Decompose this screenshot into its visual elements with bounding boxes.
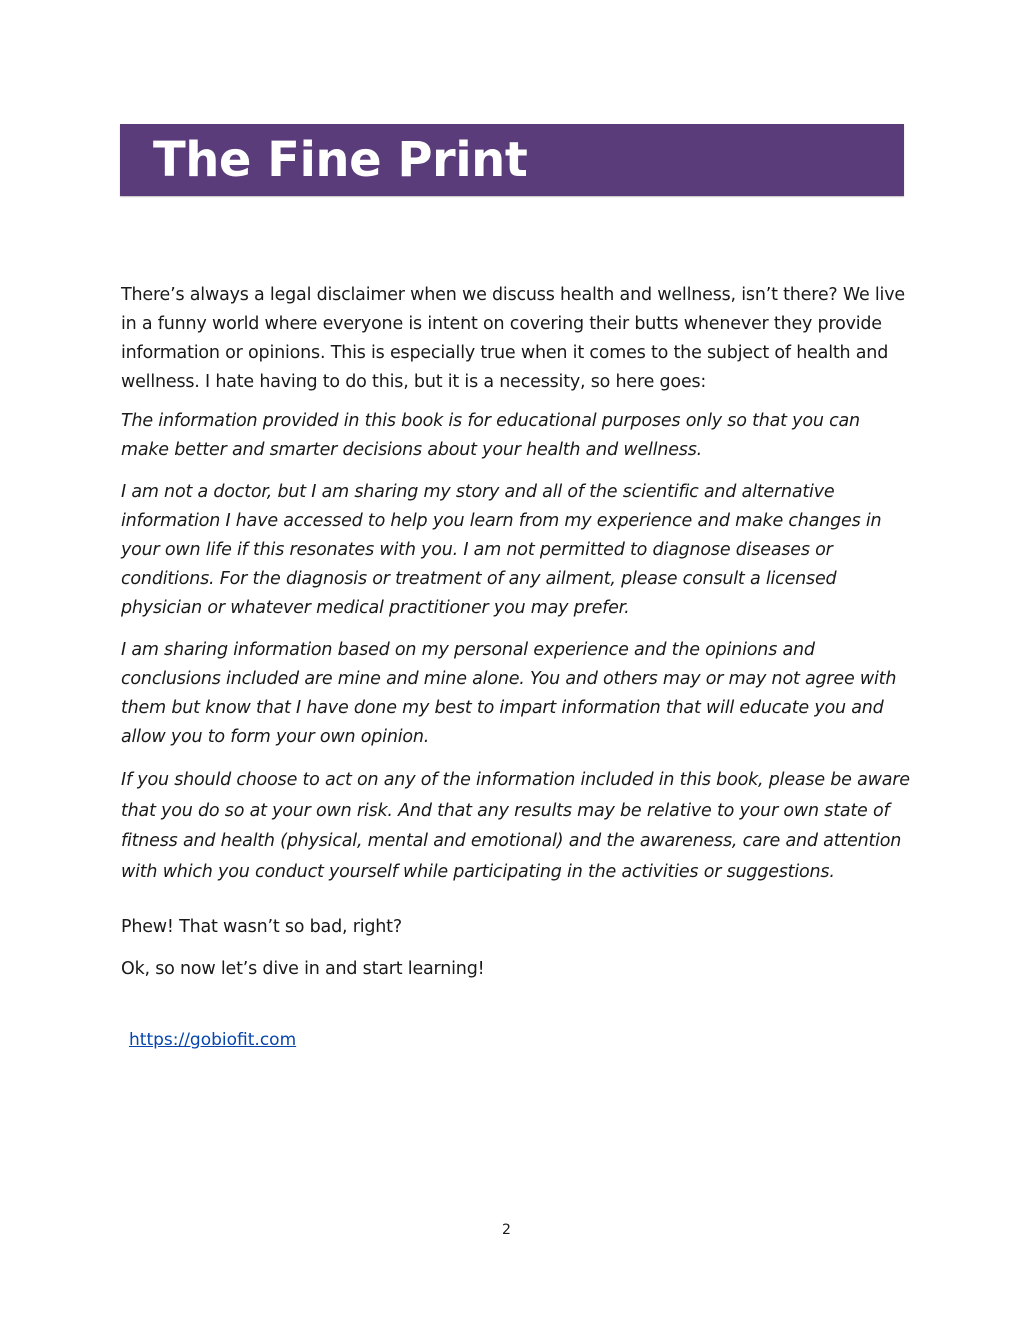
website-link[interactable]: https://gobiofit.com (129, 1030, 297, 1050)
intro-paragraph: There’s always a legal disclaimer when we discuss health and wellness, isn’t there? We live in a funny world where everyone is intent on covering their butts whenever they provide information or opinions. This is especially true when it comes to the subject of health and wellness. I hate having to do this, but it is a necessity, so here goes: (121, 285, 905, 392)
title-banner (120, 124, 904, 196)
closing-line-dive-in: Ok, so now let’s dive in and start learning! (121, 959, 485, 979)
disclaimer-paragraph-educational: The information provided in this book is for educational purposes only so that you can make better and smarter decisions about your health and wellness. (121, 411, 860, 460)
page-title: The Fine Print (153, 132, 528, 188)
disclaimer-paragraph-not-a-doctor: I am not a doctor, but I am sharing my story and all of the scientific and alternative information I have accessed to help you learn from my experience and make changes in your own life if this resonates with you. I am not permitted to diagnose diseases or conditions. For the diagnosis or treatment of any ailment, please consult a licensed physician or whatever medical practitioner you may prefer. (121, 482, 882, 618)
main-content (121, 281, 911, 997)
disclaimer-paragraph-personal-opinion: I am sharing information based on my personal experience and the opinions and conclusions included are mine and mine alone. You and others may or may not agree with them but know that I have done my best to impart information that will educate you and allow you to form your own opinion. (121, 640, 897, 747)
closing-line-phew: Phew! That wasn’t so bad, right? (121, 917, 402, 937)
disclaimer-paragraph-own-risk: If you should choose to act on any of the information included in this book, please be aware that you do so at your own risk. And that any results may be relative to your own state of fitness and health (physical, mental and emotional) and the awareness, care and attention with which you conduct yourself while participating in the activities or suggestions. (121, 770, 910, 882)
page-number: 2 (502, 1222, 511, 1238)
